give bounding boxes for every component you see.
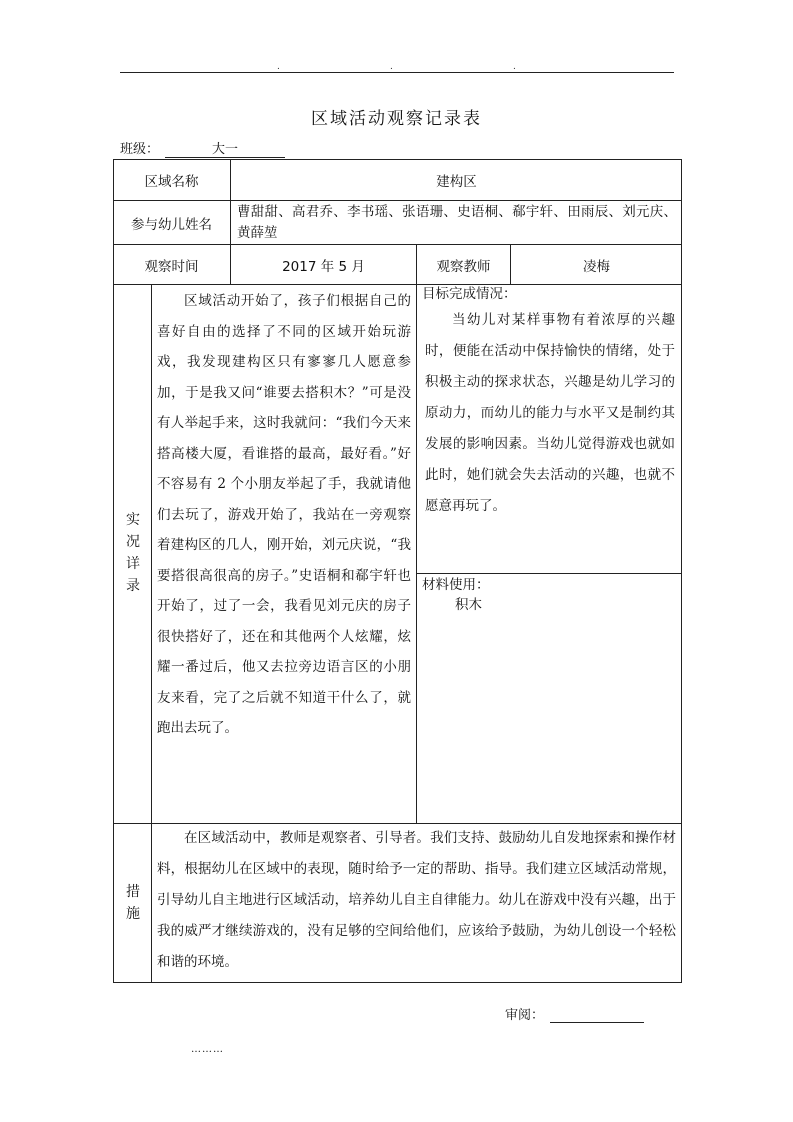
header-dot: . <box>513 62 516 72</box>
time-value: 2017 年 5 月 <box>282 258 365 275</box>
goal-label: 目标完成情况： <box>422 286 517 302</box>
record-text: 区域活动开始了，孩子们根据自己的喜好自由的选择了不同的区域开始玩游戏，我发现建构区只有寥寥几人愿意参加，于是我又问“谁要去搭积木？”可是没有人举起手来，这时我就问：“我们今天来搭高楼大厦，看谁搭的最高，最好看。”好不容易有 2 个小朋友举起了手，我就请他们去玩了，游戏开始了，我站在一旁观察着建构区的几人，刚开始，刘元庆说，“我要搭很高很高的房子。”史语桐和郗宇轩也开始了，过了一会，我看见刘元庆的房子很快搭好了，还在和其他两个人炫耀，炫耀一番过后，他又去拉旁边语言区的小朋友来看，完了之后就不知道干什么了，就跑出去玩了。 <box>157 293 411 736</box>
material-value: 积木 <box>455 597 482 613</box>
class-label: 班级： <box>120 142 160 157</box>
footer-dots: ……… <box>191 1044 224 1055</box>
review-field <box>505 1004 644 1023</box>
review-signature-line <box>550 1008 644 1023</box>
area-value: 建构区 <box>436 173 477 190</box>
time-label: 观察时间 <box>144 258 199 275</box>
header-dot: . <box>390 62 393 72</box>
teacher-value: 凌梅 <box>583 258 610 275</box>
review-label: 审阅： <box>505 1008 545 1023</box>
record-label: 实况详录 <box>126 512 140 594</box>
children-value: 曹甜甜、高君乔、李书瑶、张语珊、史语桐、郗宇轩、田雨辰、刘元庆、黄薛堃 <box>237 204 677 241</box>
measures-label: 措施 <box>126 884 140 922</box>
measures-text: 在区域活动中，教师是观察者、引导者。我们支持、鼓励幼儿自发地探索和操作材料，根据幼儿在区域中的表现，随时给予一定的帮助、指导。我们建立区域活动常规，引导幼儿自主地进行区域活动，培养幼儿自主自律能力。幼儿在游戏中没有兴趣，出于我的威严才继续游戏的，没有足够的空间给他们，应该给予鼓励，为幼儿创设一个轻松和谐的环境。 <box>157 830 676 970</box>
record-table <box>113 159 682 983</box>
material-label: 材料使用： <box>422 577 490 593</box>
class-value: 大一 <box>165 138 285 158</box>
page-title: 区域活动观察记录表 <box>311 109 482 129</box>
goal-text: 当幼儿对某样事物有着浓厚的兴趣时，便能在活动中保持愉快的情绪，处于积极主动的探求状态，兴趣是幼儿学习的原动力，而幼儿的能力与水平又是制约其发展的影响因素。当幼儿觉得游戏也就如此时，她们就会失去活动的兴趣，也就不愿意再玩了。 <box>425 312 675 514</box>
class-field <box>120 138 285 158</box>
area-label: 区域名称 <box>144 173 199 190</box>
header-dot: . <box>277 62 280 72</box>
children-label: 参与幼儿姓名 <box>131 216 212 233</box>
header-rule <box>120 72 674 73</box>
teacher-label: 观察教师 <box>436 258 491 275</box>
